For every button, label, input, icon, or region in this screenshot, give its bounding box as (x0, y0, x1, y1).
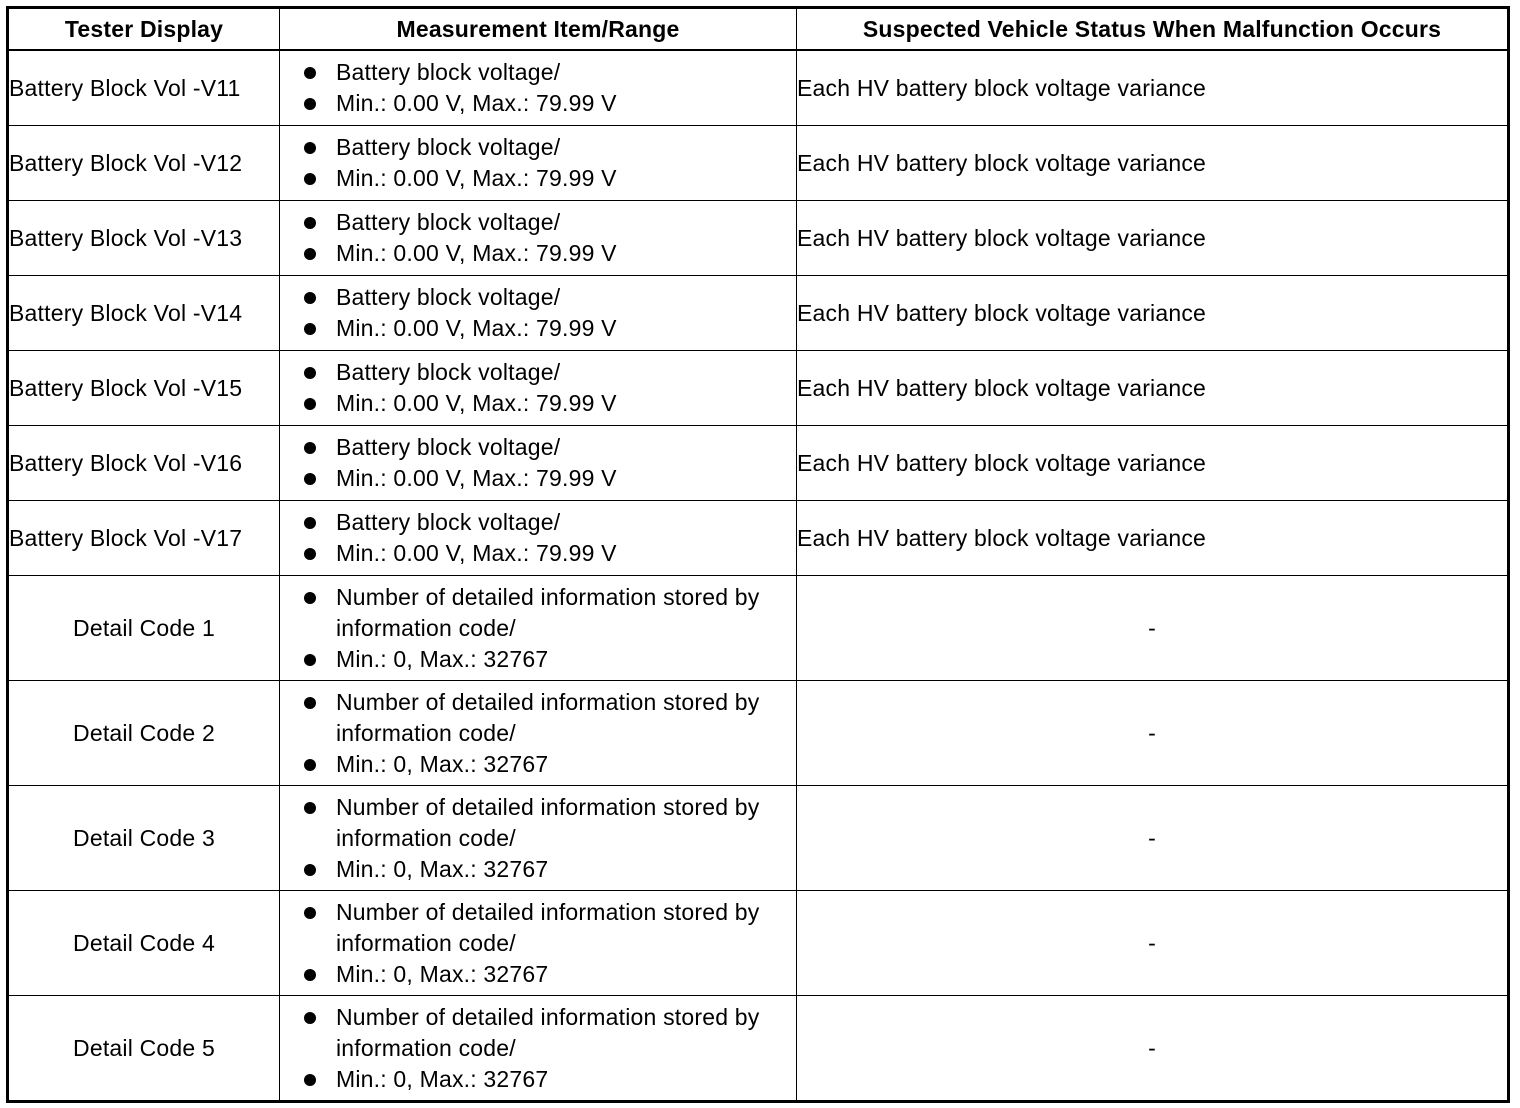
measurement-text: Min.: 0.00 V, Max.: 79.99 V (336, 465, 617, 491)
bullet-icon (304, 1074, 316, 1086)
measurement-cell (280, 50, 797, 126)
measurement-text: Min.: 0.00 V, Max.: 79.99 V (336, 390, 617, 416)
measurement-list (280, 357, 796, 419)
measurement-cell (280, 201, 797, 276)
measurement-cell (280, 681, 797, 786)
tester-display-cell: Detail Code 2 (8, 681, 280, 786)
measurement-text: Battery block voltage/ (336, 134, 561, 160)
bullet-icon (304, 367, 316, 379)
measurement-text: Min.: 0.00 V, Max.: 79.99 V (336, 315, 617, 341)
table-row (8, 201, 1509, 276)
bullet-icon (304, 473, 316, 485)
bullet-icon (304, 969, 316, 981)
table-row (8, 276, 1509, 351)
measurement-text: Battery block voltage/ (336, 509, 561, 535)
bullet-icon (304, 864, 316, 876)
measurement-list (280, 57, 796, 119)
measurement-item (302, 1002, 790, 1064)
header-tester-display: Tester Display (8, 8, 280, 51)
status-cell: - (797, 786, 1509, 891)
measurement-list (280, 792, 796, 885)
table-row (8, 126, 1509, 201)
tester-display-cell: Detail Code 5 (8, 996, 280, 1102)
bullet-icon (304, 323, 316, 335)
measurement-text: Battery block voltage/ (336, 434, 561, 460)
measurement-cell (280, 126, 797, 201)
measurement-text: Min.: 0.00 V, Max.: 79.99 V (336, 165, 617, 191)
bullet-icon (304, 217, 316, 229)
measurement-item (302, 313, 790, 344)
measurement-list (280, 132, 796, 194)
bullet-icon (304, 907, 316, 919)
bullet-icon (304, 759, 316, 771)
measurement-text: Min.: 0, Max.: 32767 (336, 645, 549, 672)
measurement-item (302, 463, 790, 494)
status-cell: Each HV battery block voltage variance (797, 426, 1509, 501)
bullet-icon (304, 697, 316, 709)
measurement-item (302, 132, 790, 163)
status-cell: Each HV battery block voltage variance (797, 201, 1509, 276)
measurement-cell (280, 576, 797, 681)
bullet-icon (304, 442, 316, 454)
measurement-item (302, 644, 790, 675)
measurement-text: Min.: 0, Max.: 32767 (336, 960, 549, 987)
measurement-list (280, 897, 796, 990)
measurement-cell (280, 786, 797, 891)
bullet-icon (304, 398, 316, 410)
measurement-cell (280, 351, 797, 426)
header-row (8, 8, 1509, 51)
tester-display-cell: Battery Block Vol -V16 (8, 426, 280, 501)
measurement-cell (280, 996, 797, 1102)
table-row (8, 681, 1509, 786)
measurement-list (280, 507, 796, 569)
measurement-list (280, 432, 796, 494)
measurement-list (280, 282, 796, 344)
measurement-text: Min.: 0.00 V, Max.: 79.99 V (336, 540, 617, 566)
table-row (8, 351, 1509, 426)
status-cell: Each HV battery block voltage variance (797, 126, 1509, 201)
table-row (8, 576, 1509, 681)
measurement-item (302, 163, 790, 194)
bullet-icon (304, 1012, 316, 1024)
measurement-item (302, 388, 790, 419)
tester-display-cell: Battery Block Vol -V11 (8, 50, 280, 126)
measurement-cell (280, 501, 797, 576)
bullet-icon (304, 67, 316, 79)
measurement-list (280, 582, 796, 675)
measurement-item (302, 792, 790, 854)
measurement-item (302, 959, 790, 990)
measurement-item (302, 582, 790, 644)
table-row (8, 501, 1509, 576)
measurement-text: Number of detailed information stored by information code/ (336, 898, 760, 956)
tester-display-cell: Battery Block Vol -V14 (8, 276, 280, 351)
measurement-item (302, 749, 790, 780)
bullet-icon (304, 173, 316, 185)
bullet-icon (304, 654, 316, 666)
measurement-item (302, 507, 790, 538)
table-row (8, 426, 1509, 501)
table-row (8, 50, 1509, 126)
measurement-text: Battery block voltage/ (336, 59, 561, 85)
measurement-text: Min.: 0.00 V, Max.: 79.99 V (336, 90, 617, 116)
header-measurement-item-range: Measurement Item/Range (280, 8, 797, 51)
bullet-icon (304, 548, 316, 560)
measurement-text: Battery block voltage/ (336, 209, 561, 235)
measurement-item (302, 238, 790, 269)
tester-display-cell: Battery Block Vol -V13 (8, 201, 280, 276)
status-cell: - (797, 891, 1509, 996)
table-row (8, 786, 1509, 891)
measurement-text: Number of detailed information stored by information code/ (336, 793, 760, 851)
measurement-item (302, 207, 790, 238)
measurement-text: Number of detailed information stored by information code/ (336, 688, 760, 746)
status-cell: Each HV battery block voltage variance (797, 50, 1509, 126)
table-row (8, 996, 1509, 1102)
measurement-cell (280, 426, 797, 501)
bullet-icon (304, 592, 316, 604)
bullet-icon (304, 142, 316, 154)
status-cell: - (797, 576, 1509, 681)
bullet-icon (304, 802, 316, 814)
bullet-icon (304, 292, 316, 304)
bullet-icon (304, 517, 316, 529)
measurement-item (302, 282, 790, 313)
status-cell: Each HV battery block voltage variance (797, 501, 1509, 576)
measurement-item (302, 538, 790, 569)
measurement-item (302, 687, 790, 749)
status-cell: - (797, 681, 1509, 786)
measurement-item (302, 897, 790, 959)
measurement-text: Min.: 0, Max.: 32767 (336, 750, 549, 777)
measurement-text: Battery block voltage/ (336, 359, 561, 385)
measurement-list (280, 687, 796, 780)
data-table (6, 6, 1510, 1103)
measurement-cell (280, 276, 797, 351)
tester-display-cell: Battery Block Vol -V12 (8, 126, 280, 201)
table-row (8, 891, 1509, 996)
header-suspected-vehicle-status: Suspected Vehicle Status When Malfunction Occurs (797, 8, 1509, 51)
measurement-list (280, 207, 796, 269)
measurement-item (302, 88, 790, 119)
tester-display-cell: Detail Code 3 (8, 786, 280, 891)
measurement-item (302, 1064, 790, 1095)
measurement-text: Min.: 0, Max.: 32767 (336, 855, 549, 882)
measurement-text: Number of detailed information stored by information code/ (336, 1003, 760, 1061)
status-cell: - (797, 996, 1509, 1102)
measurement-cell (280, 891, 797, 996)
measurement-item (302, 854, 790, 885)
tester-display-cell: Battery Block Vol -V15 (8, 351, 280, 426)
measurement-item (302, 357, 790, 388)
tester-display-cell: Battery Block Vol -V17 (8, 501, 280, 576)
measurement-item (302, 432, 790, 463)
measurement-text: Number of detailed information stored by information code/ (336, 583, 760, 641)
measurement-text: Battery block voltage/ (336, 284, 561, 310)
status-cell: Each HV battery block voltage variance (797, 351, 1509, 426)
measurement-item (302, 57, 790, 88)
status-cell: Each HV battery block voltage variance (797, 276, 1509, 351)
measurement-text: Min.: 0.00 V, Max.: 79.99 V (336, 240, 617, 266)
bullet-icon (304, 98, 316, 110)
tester-display-cell: Detail Code 1 (8, 576, 280, 681)
measurement-list (280, 1002, 796, 1095)
measurement-text: Min.: 0, Max.: 32767 (336, 1065, 549, 1092)
tester-display-cell: Detail Code 4 (8, 891, 280, 996)
bullet-icon (304, 248, 316, 260)
